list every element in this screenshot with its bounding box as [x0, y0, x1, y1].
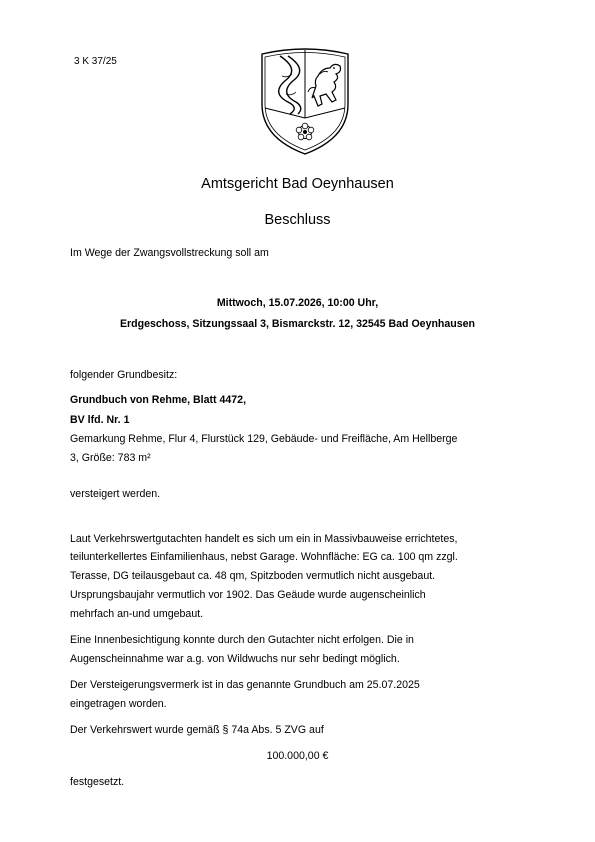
court-name: Amtsgericht Bad Oeynhausen: [201, 176, 394, 192]
parcel-line: Gemarkung Rehme, Flur 4, Flurstück 129, Gebäude- und Freifläche, Am Hellberge: [70, 433, 458, 445]
description-line: Ursprungsbaujahr vermutlich vor 1902. Das Geäude wurde augenscheinlich: [70, 589, 426, 601]
parcel-line: 3, Größe: 783 m²: [70, 452, 151, 464]
inspection-line: Augenscheinnahme war a.g. von Wildwuchs nur sehr bedingt möglich.: [70, 653, 400, 665]
market-value: 100.000,00 €: [266, 750, 329, 762]
grundbuch-entry: Grundbuch von Rehme, Blatt 4472,: [70, 394, 247, 406]
auction-statement: versteigert werden.: [70, 488, 161, 500]
property-label: folgender Grundbesitz:: [70, 369, 178, 381]
closing-text: festgesetzt.: [70, 776, 125, 788]
description-line: teilunterkellertes Einfamilienhaus, nebst Garage. Wohnfläche: EG ca. 100 qm zzgl.: [70, 551, 458, 563]
description-line: mehrfach an-und umgebaut.: [70, 608, 204, 620]
register-line: eingetragen worden.: [70, 698, 167, 710]
description-line: Terasse, DG teilausgebaut ca. 48 qm, Spitzboden vermutlich nicht ausgebaut.: [70, 570, 436, 582]
auction-location: Erdgeschoss, Sitzungssaal 3, Bismarckstr. 12, 32545 Bad Oeynhausen: [119, 318, 476, 330]
nrw-coat-of-arms-icon: [256, 46, 354, 158]
inspection-line: Eine Innenbesichtigung konnte durch den Gutachter nicht erfolgen. Die in: [70, 634, 414, 646]
value-intro: Der Verkehrswert wurde gemäß § 74a Abs. 5 ZVG auf: [70, 724, 324, 736]
intro-text: Im Wege der Zwangsvollstreckung soll am: [70, 247, 269, 259]
file-reference: 3 K 37/25: [74, 56, 117, 67]
register-line: Der Versteigerungsvermerk ist in das genannte Grundbuch am 25.07.2025: [70, 679, 420, 691]
description-line: Laut Verkehrswertgutachten handelt es sich um ein in Massivbauweise errichtetes,: [70, 533, 458, 545]
bv-entry: BV lfd. Nr. 1: [70, 414, 130, 426]
auction-date: Mittwoch, 15.07.2026, 10:00 Uhr,: [216, 297, 379, 309]
document-title: Beschluss: [264, 212, 331, 228]
